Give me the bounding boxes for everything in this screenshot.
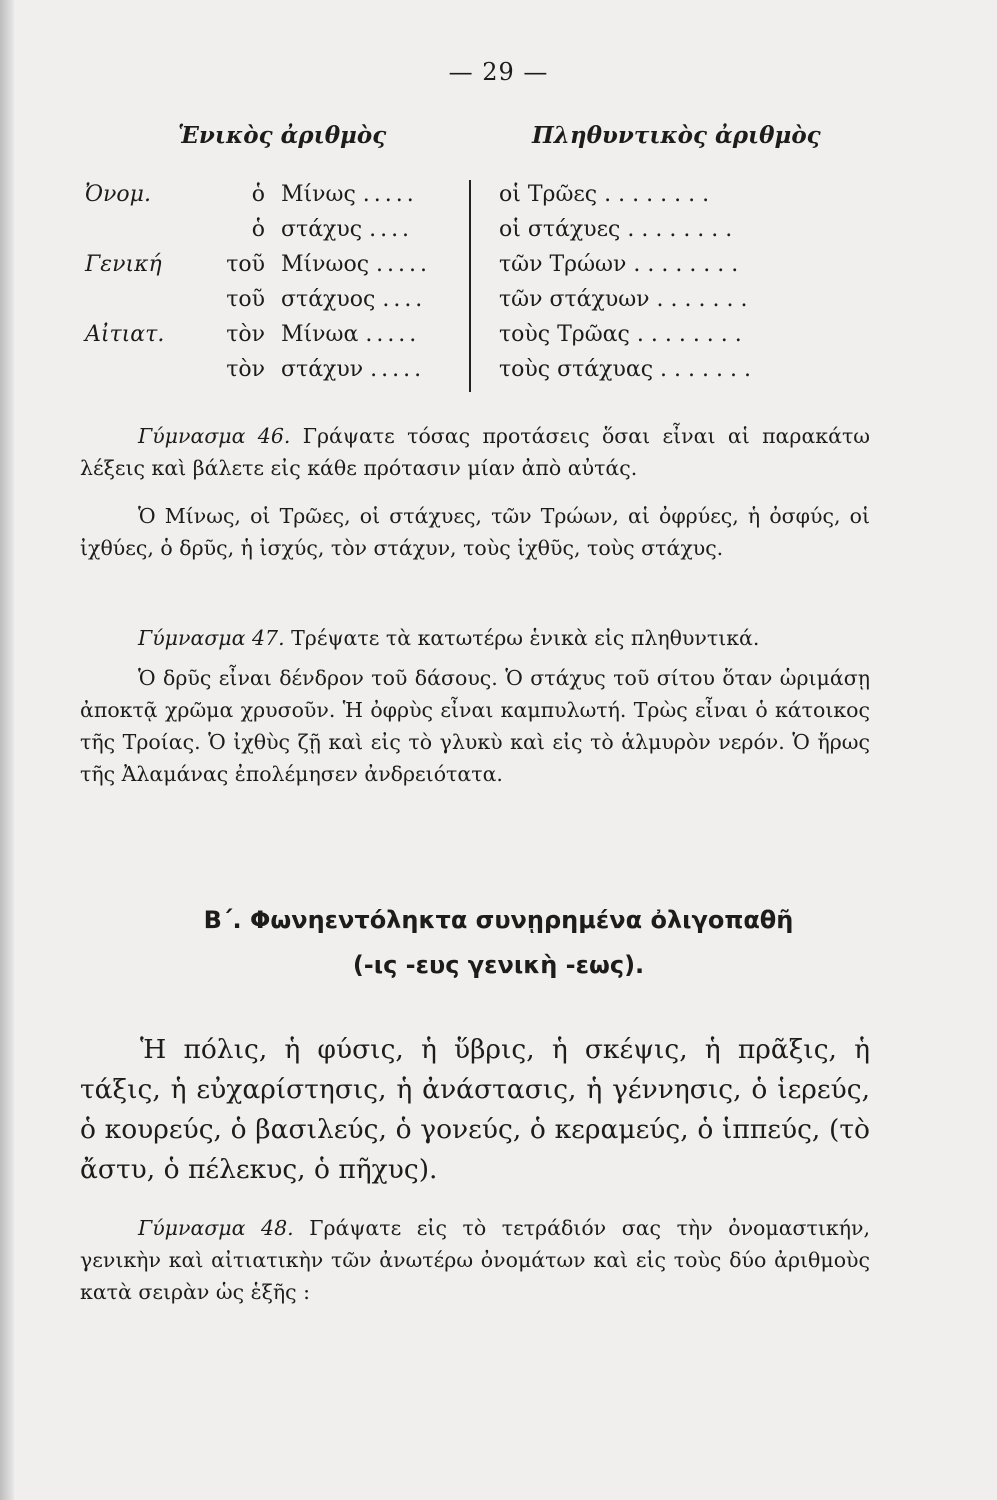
- plural-row: [499, 180, 879, 210]
- exercise-text: Γράψατε τόσας προτάσεις ὅσαι εἶναι αἱ παρακάτω λέξεις καὶ βάλετε εἰς κάθε πρότασιν μίαν ἀπὸ αὐτάς.: [80, 424, 870, 480]
- plural-row: [499, 355, 879, 385]
- section-subtitle: (-ις -ευς γενικὴ -εως).: [352, 951, 645, 979]
- exercise-47-instruction: [80, 622, 870, 654]
- plural-row: [499, 285, 879, 315]
- exercise-47-text: Ὁ δρῦς εἶναι δένδρον τοῦ δάσους. Ὁ στάχυς τοῦ σίτου ὅταν ὡριμάσῃ ἀποκτᾷ χρῶμα χρυσοῦν. Ἡ ὀφρὺς εἶναι καμπυλωτή. Τρὼς εἶναι ὁ κάτοικος τῆς Τροίας. Ὁ ἰχθὺς ζῇ καὶ εἰς τὸ γλυκὺ καὶ εἰς τὸ ἁλμυρὸν νερόν. Ὁ ἥρως τῆς Ἀλαμάνας ἐπολέμησεν ἀνδρειότατα.: [80, 666, 870, 786]
- plural-form: τῶν στάχυων: [499, 287, 650, 312]
- page-number: — 29 —: [448, 58, 549, 86]
- noun-form: Μίνωα .....: [281, 322, 421, 347]
- case-label: Γενική: [85, 252, 162, 277]
- article: τὸν: [226, 357, 265, 382]
- exercise-text: Τρέψατε τὰ κατωτέρω ἑνικὰ εἰς πληθυντικά.: [291, 626, 760, 650]
- plural-form: τοὺς στάχυας: [499, 357, 654, 382]
- article: τοῦ: [226, 252, 265, 277]
- noun-form: Μίνως .....: [281, 182, 418, 207]
- exercise-label: Γύμνασμα 46.: [138, 424, 291, 448]
- singular-row: [85, 215, 455, 245]
- singular-heading: Ἑνικὸς ἀριθμὸς: [178, 122, 387, 149]
- column-divider: [469, 180, 471, 392]
- noun-form: στάχυος ....: [281, 287, 427, 312]
- noun-form: Μίνωος .....: [281, 252, 432, 277]
- singular-row: [85, 250, 455, 280]
- article: τοῦ: [226, 287, 265, 312]
- case-label: Ὀνομ.: [85, 182, 151, 207]
- exercise-48: [80, 1212, 870, 1308]
- section-title: Β΄. Φωνηεντόληκτα συνῃρημένα ὀλιγοπαθῆ: [203, 906, 794, 934]
- plural-form: οἱ στάχυες: [499, 217, 621, 242]
- article: τὸν: [226, 322, 265, 347]
- exercise-46-instruction: [80, 420, 870, 484]
- section-examples: Ἡ πόλις, ἡ φύσις, ἡ ὕβρις, ἡ σκέψις, ἡ πρᾶξις, ἡ τάξις, ἡ εὐχαρίστησις, ἡ ἀνάστασις, ἡ γέννησις, ὁ ἱερεύς, ὁ κουρεύς, ὁ βασιλεύς, ὁ γονεύς, ὁ κεραμεύς, ὁ ἱππεύς, (τὸ ἄστυ, ὁ πέλεκυς, ὁ πῆχυς).: [80, 1034, 870, 1185]
- plural-form: τῶν Τρώων: [499, 252, 627, 277]
- leader-dots: ........: [604, 182, 717, 207]
- leader-dots: ........: [627, 217, 740, 242]
- leader-dots: .......: [656, 287, 755, 312]
- exercise-label: Γύμνασμα 48.: [138, 1216, 294, 1240]
- singular-row: [85, 285, 455, 315]
- plural-row: [499, 320, 879, 350]
- plural-row: [499, 250, 879, 280]
- exercise-46-words: Ὁ Μίνως, οἱ Τρῶες, οἱ στάχυες, τῶν Τρώων, αἱ ὀφρύες, ἡ ὀσφύς, οἱ ἰχθύες, ὁ δρῦς, ἡ ἰσχύς, τὸν στάχυν, τοὺς ἰχθῦς, τοὺς στάχυς.: [80, 504, 870, 560]
- page-spine: [0, 0, 14, 1500]
- noun-form: στάχυν .....: [281, 357, 426, 382]
- exercise-text: Γράψατε εἰς τὸ τετράδιόν σας τὴν ὀνομαστικήν, γενικὴν καὶ αἰτιατικὴν τῶν ἀνωτέρω ὀνομάτων καὶ εἰς τοὺς δύο ἀριθμοὺς κατὰ σειρὰν ὡς ἑξῆς :: [80, 1216, 871, 1304]
- case-label: Αἰτιατ.: [85, 322, 165, 347]
- singular-row: [85, 180, 455, 210]
- plural-heading: Πληθυντικὸς ἀριθμὸς: [532, 122, 821, 149]
- exercise-label: Γύμνασμα 47.: [138, 626, 285, 650]
- plural-row: [499, 215, 879, 245]
- plural-form: οἱ Τρῶες: [499, 182, 598, 207]
- noun-form: στάχυς ....: [281, 217, 414, 242]
- article: ὁ: [251, 217, 265, 242]
- leader-dots: ........: [636, 322, 749, 347]
- singular-row: [85, 355, 455, 385]
- leader-dots: ........: [633, 252, 746, 277]
- article: ὁ: [251, 182, 265, 207]
- plural-form: τοὺς Τρῶας: [499, 322, 630, 347]
- leader-dots: .......: [660, 357, 758, 382]
- singular-row: [85, 320, 455, 350]
